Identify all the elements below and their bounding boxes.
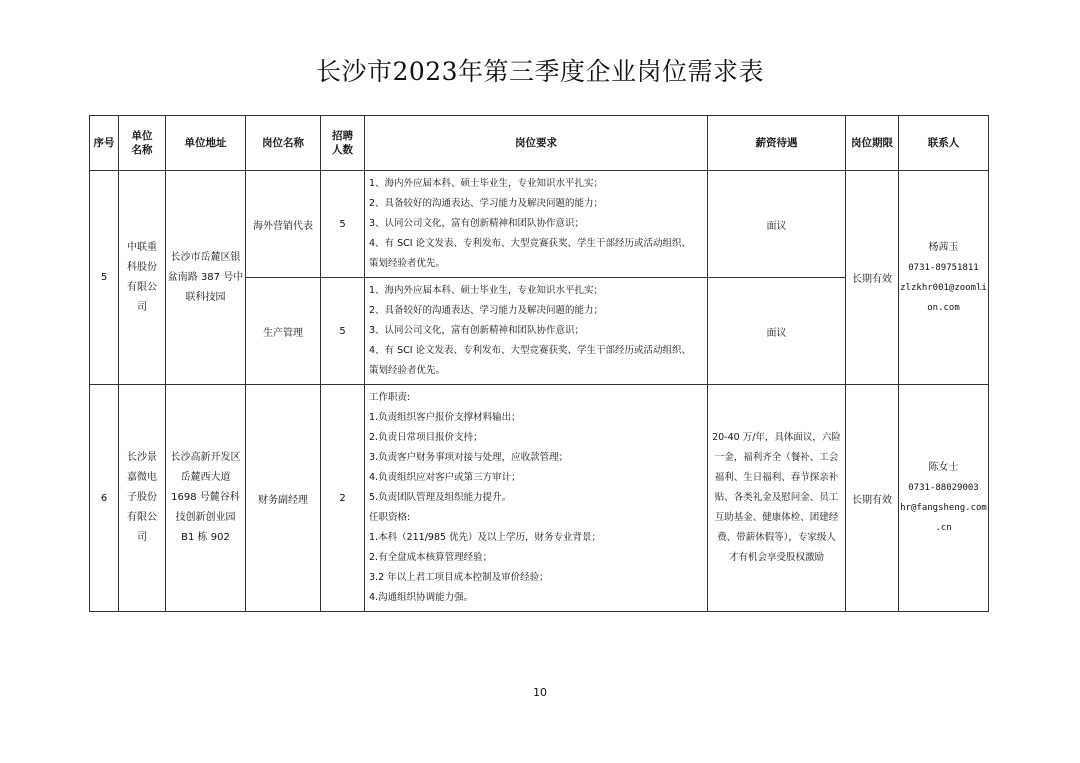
- address-line: 长沙市岳麓区银: [170, 251, 241, 263]
- salary-line: 贴、各类礼金及慰问金、员工: [714, 492, 839, 503]
- address-line: 盆南路 387 号中: [167, 271, 244, 283]
- unit-name-line: 司: [137, 301, 147, 313]
- contact-email: zlzkhr001@zoomli: [900, 282, 987, 293]
- requirement-line: 4.沟通组织协调能力强。: [369, 592, 474, 603]
- unit-name-line: 子股份: [127, 492, 157, 503]
- contact-phone: 0731-89751811: [908, 262, 979, 273]
- position-requirements: [365, 385, 708, 612]
- row-contact: [899, 171, 989, 385]
- header-unit-name-line: 名称: [131, 144, 153, 156]
- position-name: 财务副经理: [246, 385, 321, 612]
- requirement-line: 策划经验者优先。: [369, 365, 446, 376]
- contact-email: on.com: [927, 302, 960, 313]
- address-line: 技创新创业园: [175, 512, 236, 523]
- header-contact: 联系人: [899, 116, 989, 171]
- requirement-line: 3、认同公司文化，富有创新精神和团队协作意识；: [369, 325, 585, 336]
- requirement-line: 1、海内外应届本科、硕士毕业生，专业知识水平扎实；: [369, 285, 604, 296]
- row-unit-name: [119, 385, 166, 612]
- header-unit-name-line: 单位: [131, 130, 153, 142]
- requirement-line: 2、具备较好的沟通表达、学习能力及解决问题的能力；: [369, 198, 604, 209]
- unit-name-line: 司: [137, 532, 147, 543]
- header-headcount: [321, 116, 365, 171]
- salary-line: 互助基金、健康体检、团建经: [714, 512, 839, 523]
- salary-line: 20-40 万/年，具体面议，六险: [712, 432, 841, 443]
- job-demand-table: [89, 115, 989, 612]
- requirement-line: 4、有 SCI 论文发表、专利发布、大型竞赛获奖、学生干部经历或活动组织、: [369, 345, 692, 356]
- header-seq: 序号: [90, 116, 119, 171]
- requirement-line: 2、具备较好的沟通表达、学习能力及解决问题的能力；: [369, 305, 604, 316]
- requirement-line: 5.负责团队管理及组织能力提升。: [369, 492, 512, 503]
- position-name: 海外营销代表: [246, 171, 321, 278]
- table-row: [90, 171, 989, 278]
- position-salary: 面议: [708, 171, 846, 278]
- address-line: 岳麓西大道: [180, 472, 231, 483]
- address-line: 长沙高新开发区: [170, 452, 241, 463]
- position-count: 2: [321, 385, 365, 612]
- requirement-line: 3.2 年以上君工项目成本控制及审价经验；: [369, 572, 549, 583]
- position-requirements: [365, 278, 708, 385]
- salary-line: 费、带薪休假等），专家级人: [717, 532, 836, 543]
- requirement-line: 任职资格:: [369, 512, 411, 523]
- header-headcount-line: 人数: [332, 144, 353, 156]
- unit-name-line: 有限公: [127, 512, 157, 523]
- salary-line: 才有机会享受股权激励: [728, 552, 824, 563]
- address-line: B1 栋 902: [181, 532, 230, 543]
- requirement-line: 3.负责客户财务事项对接与处理，应收款管理；: [369, 452, 569, 463]
- header-address: 单位地址: [166, 116, 246, 171]
- row-unit-name: [119, 171, 166, 385]
- position-count: 5: [321, 278, 365, 385]
- address-line: 1698 号麓谷科: [171, 492, 240, 503]
- requirement-line: 3、认同公司文化，富有创新精神和团队协作意识；: [369, 218, 585, 229]
- table-row: [90, 385, 989, 612]
- header-validity: 岗位期限: [846, 116, 899, 171]
- position-count: 5: [321, 171, 365, 278]
- unit-name-line: 中联重: [127, 241, 157, 253]
- unit-name-line: 科股份: [127, 261, 157, 273]
- salary-line: 一金，福利齐全（餐补、工会: [714, 452, 839, 463]
- requirement-line: 2.负责日常项目报价支持；: [369, 432, 483, 443]
- requirement-line: 工作职责:: [369, 392, 411, 403]
- requirement-line: 4.负责组织应对客户或第三方审计；: [369, 472, 521, 483]
- row-validity: 长期有效: [846, 171, 899, 385]
- address-line: 联科技园: [185, 291, 226, 303]
- row-contact: [899, 385, 989, 612]
- header-requirements: 岗位要求: [365, 116, 708, 171]
- row-address: [166, 171, 246, 385]
- unit-name-line: 有限公: [127, 281, 157, 293]
- contact-email: hr@fangsheng.com: [900, 503, 987, 513]
- header-position: 岗位名称: [246, 116, 321, 171]
- document-title: 长沙市2023年第三季度企业岗位需求表: [315, 57, 765, 86]
- requirement-line: 1、海内外应届本科、硕士毕业生，专业知识水平扎实；: [369, 178, 604, 189]
- row-seq: 6: [90, 385, 119, 612]
- row-validity: 长期有效: [846, 385, 899, 612]
- position-requirements: [365, 171, 708, 278]
- header-unit-name: [119, 116, 166, 171]
- position-salary: 面议: [708, 278, 846, 385]
- position-salary: [708, 385, 846, 612]
- position-name: 生产管理: [246, 278, 321, 385]
- salary-line: 福利、生日福利、春节探亲补: [714, 472, 839, 483]
- unit-name-line: 嘉微电: [127, 472, 157, 483]
- contact-email: .cn: [935, 523, 952, 533]
- requirement-line: 1.本科（211/985 优先）及以上学历，财务专业背景；: [369, 532, 602, 543]
- contact-name: 陈女士: [928, 462, 959, 473]
- header-salary: 薪资待遇: [708, 116, 846, 171]
- header-headcount-line: 招聘: [332, 130, 353, 142]
- requirement-line: 1.负责组织客户报价支撑材料输出；: [369, 412, 521, 423]
- requirement-line: 2.有全盘成本核算管理经验；: [369, 552, 493, 563]
- header-row: [90, 116, 989, 171]
- row-address: [166, 385, 246, 612]
- contact-name: 杨茜玉: [928, 241, 959, 253]
- row-seq: 5: [90, 171, 119, 385]
- requirement-line: 4、有 SCI 论文发表、专利发布、大型竞赛获奖、学生干部经历或活动组织、: [369, 238, 692, 249]
- page-number: 10: [533, 686, 547, 699]
- contact-phone: 0731-88029003: [908, 483, 979, 493]
- unit-name-line: 长沙景: [127, 452, 157, 463]
- requirement-line: 策划经验者优先。: [369, 258, 446, 269]
